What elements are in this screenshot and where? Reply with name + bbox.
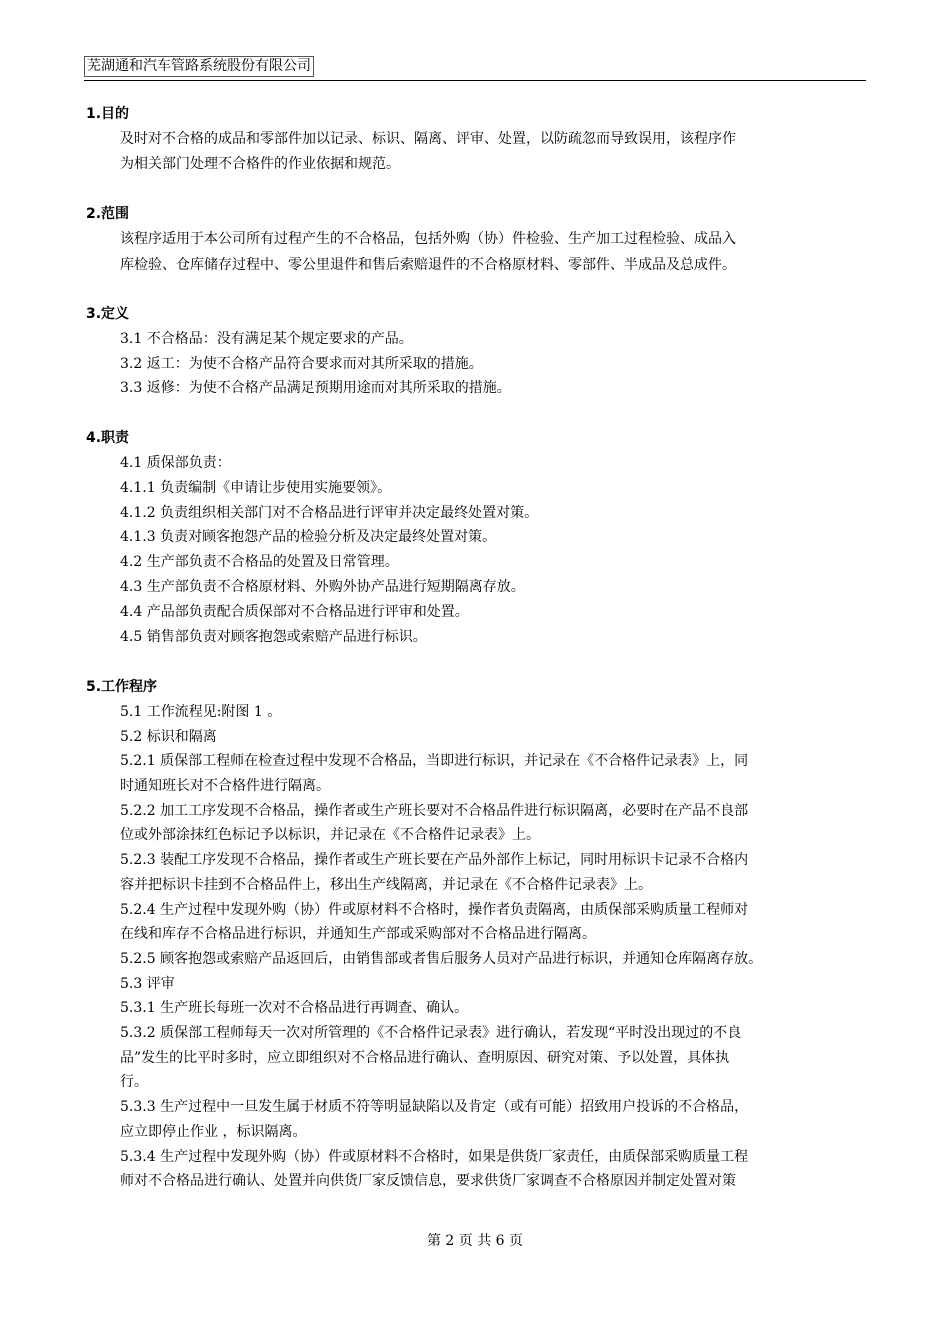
procedure-line: 5.2.1 质保部工程师在检查过程中发现不合格品，当即进行标识，并记录在《不合格件记录表》上，同 [120, 753, 749, 769]
responsibility-item: 4.4 产品部负责配合质保部对不合格品进行评审和处置。 [120, 604, 469, 620]
responsibility-item: 4.1.2 负责组织相关部门对不合格品进行评审并决定最终处置对策。 [120, 505, 539, 521]
section-heading-procedure: 5.工作程序 [86, 679, 158, 695]
procedure-line: 5.3.2 质保部工程师每天一次对所管理的《不合格件记录表》进行确认，若发现“平时没出现过的不良 [120, 1025, 742, 1041]
procedure-line: 5.2.5 顾客抱怨或索赔产品返回后，由销售部或者售后服务人员对产品进行标识，并通知仓库隔离存放。 [120, 951, 763, 967]
paragraph-line: 为相关部门处理不合格件的作业依据和规范。 [120, 156, 400, 172]
procedure-line: 5.3 评审 [120, 976, 175, 992]
company-name: 芜湖通和汽车管路系统股份有限公司 [84, 56, 314, 77]
definition-item: 3.2 返工：为使不合格产品符合要求而对其所采取的措施。 [120, 356, 483, 372]
procedure-line: 行。 [120, 1074, 148, 1090]
procedure-line: 5.3.3 生产过程中一旦发生属于材质不符等明显缺陷以及肯定（或有可能）招致用户投诉的不合格品， [120, 1099, 749, 1115]
procedure-line: 5.1 工作流程见:附图 1 。 [120, 704, 282, 720]
section-heading-responsibilities: 4.职责 [86, 430, 130, 446]
procedure-line: 时通知班长对不合格件进行隔离。 [120, 778, 330, 794]
responsibility-item: 4.3 生产部负责不合格原材料、外购外协产品进行短期隔离存放。 [120, 579, 525, 595]
procedure-line: 5.2.4 生产过程中发现外购（协）件或原材料不合格时，操作者负责隔离，由质保部采购质量工程师对 [120, 902, 749, 918]
responsibility-item: 4.1 质保部负责： [120, 455, 231, 471]
procedure-line: 在线和库存不合格品进行标识，并通知生产部或采购部对不合格品进行隔离。 [120, 926, 596, 942]
procedure-line: 师对不合格品进行确认、处置并向供货厂家反馈信息，要求供货厂家调查不合格原因并制定处置对策 [120, 1173, 736, 1189]
definition-item: 3.1 不合格品：没有满足某个规定要求的产品。 [120, 331, 413, 347]
procedure-line: 5.2.3 装配工序发现不合格品，操作者或生产班长要在产品外部作上标记，同时用标识卡记录不合格内 [120, 852, 749, 868]
responsibility-item: 4.1.1 负责编制《申请让步使用实施要领》。 [120, 480, 392, 496]
paragraph-line: 库检验、仓库储存过程中、零公里退件和售后索赔退件的不合格原材料、零部件、半成品及总成件。 [120, 257, 736, 273]
procedure-line: 容并把标识卡挂到不合格品件上，移出生产线隔离，并记录在《不合格件记录表》上。 [120, 877, 652, 893]
procedure-line: 5.3.4 生产过程中发现外购（协）件或原材料不合格时，如果是供货厂家责任，由质保部采购质量工程 [120, 1149, 749, 1165]
procedure-line: 5.3.1 生产班长每班一次对不合格品进行再调查、确认。 [120, 1000, 469, 1016]
procedure-line: 品”发生的比平时多时，应立即组织对不合格品进行确认、查明原因、研究对策、予以处置，具体执 [120, 1050, 730, 1066]
procedure-line: 应立即停止作业 ，标识隔离。 [120, 1124, 307, 1140]
definition-item: 3.3 返修：为使不合格产品满足预期用途而对其所采取的措施。 [120, 380, 511, 396]
section-heading-definitions: 3.定义 [86, 306, 130, 322]
section-heading-purpose: 1.目的 [86, 106, 130, 122]
responsibility-item: 4.1.3 负责对顾客抱怨产品的检验分析及决定最终处置对策。 [120, 529, 497, 545]
section-heading-scope: 2.范围 [86, 206, 130, 222]
paragraph-line: 及时对不合格的成品和零部件加以记录、标识、隔离、评审、处置，以防疏忽而导致误用，该程序作 [120, 131, 736, 147]
procedure-line: 位或外部涂抹红色标记予以标识，并记录在《不合格件记录表》上。 [120, 827, 540, 843]
procedure-line: 5.2 标识和隔离 [120, 729, 217, 745]
paragraph-line: 该程序适用于本公司所有过程产生的不合格品，包括外购（协）件检验、生产加工过程检验、成品入 [120, 231, 736, 247]
procedure-line: 5.2.2 加工工序发现不合格品，操作者或生产班长要对不合格品件进行标识隔离，必要时在产品不良部 [120, 803, 749, 819]
responsibility-item: 4.2 生产部负责不合格品的处置及日常管理。 [120, 554, 399, 570]
responsibility-item: 4.5 销售部负责对顾客抱怨或索赔产品进行标识。 [120, 629, 427, 645]
page-header [84, 54, 866, 81]
page-number: 第 2 页 共 6 页 [426, 1233, 524, 1249]
